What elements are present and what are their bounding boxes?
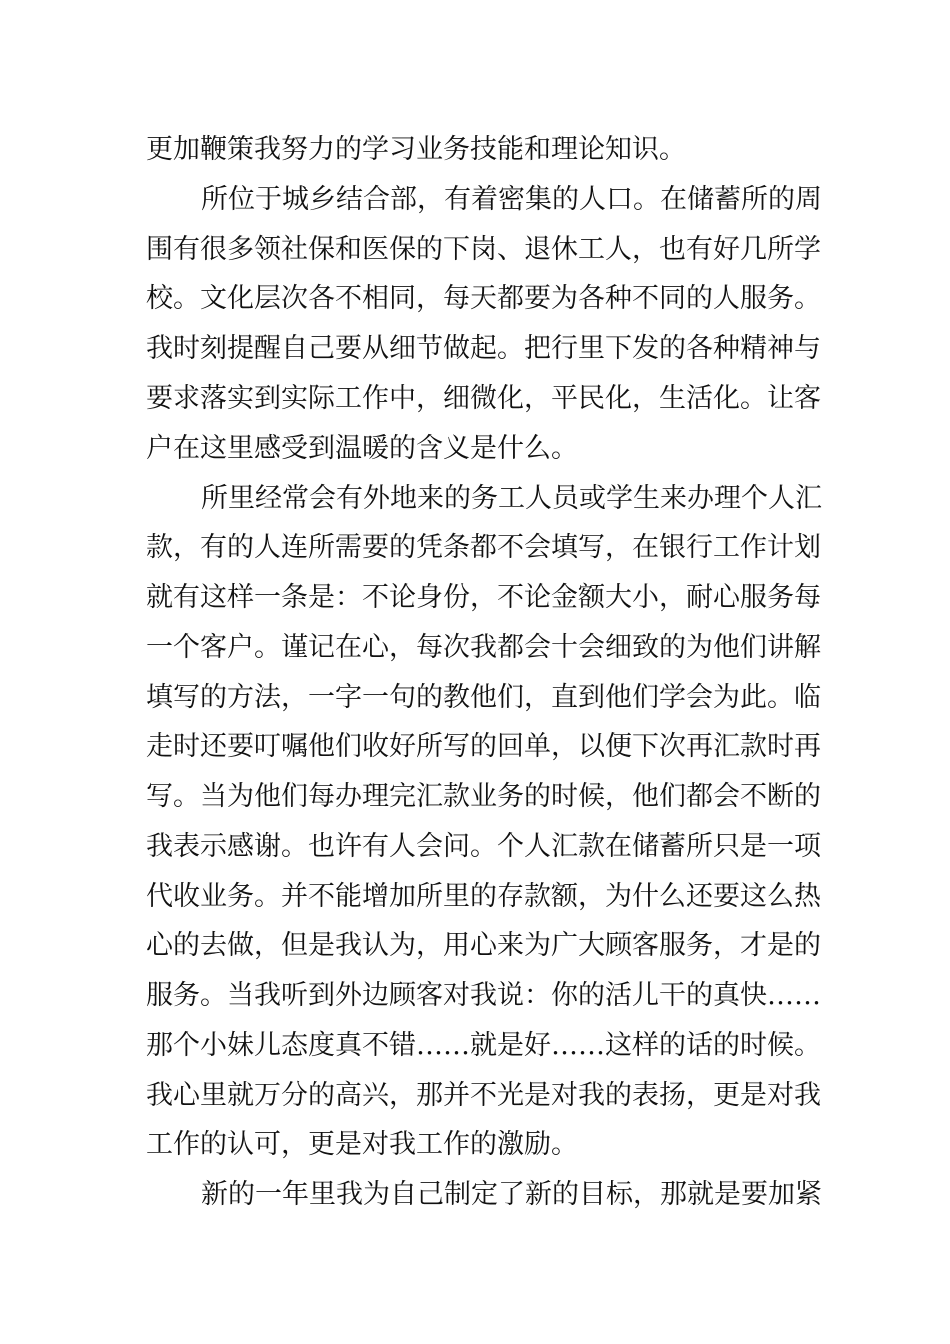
text-line: 工作的认可，更是对我工作的激励。 [146,1129,578,1160]
text-line: 我心里就万分的高兴，那并不光是对我的表扬，更是对我 [146,1080,821,1111]
text-line: 走时还要叮嘱他们收好所写的回单，以便下次再汇款时再 [146,731,821,762]
paragraph-first-line: 所位于城乡结合部，有着密集的人口。在储蓄所的周 [201,184,822,215]
text-line: 围有很多领社保和医保的下岗、退休工人，也有好几所学 [146,234,821,265]
paragraph-first-line: 所里经常会有外地来的务工人员或学生来办理个人汇 [201,483,822,514]
text-line: 服务。当我听到外边顾客对我说：你的活儿干的真快…… [146,980,821,1011]
text-line: 写。当为他们每办理完汇款业务的时候，他们都会不断的 [146,781,821,812]
paragraph-first-line: 新的一年里我为自己制定了新的目标，那就是要加紧 [201,1179,822,1210]
text-line: 填写的方法，一字一句的教他们，直到他们学会为此。临 [146,682,821,713]
text-line: 那个小妹儿态度真不错……就是好……这样的话的时候。 [146,1030,821,1061]
text-line: 户在这里感受到温暖的含义是什么。 [146,433,578,464]
text-line: 心的去做，但是我认为，用心来为广大顾客服务，才是的 [146,930,821,961]
text-line: 就有这样一条是：不论身份，不论金额大小，耐心服务每 [146,582,821,613]
text-line: 款，有的人连所需要的凭条都不会填写，在银行工作计划 [146,532,821,563]
text-line: 代收业务。并不能增加所里的存款额，为什么还要这么热 [146,881,821,912]
text-line: 要求落实到实际工作中，细微化，平民化，生活化。让客 [146,383,821,414]
text-line: 我时刻提醒自己要从细节做起。把行里下发的各种精神与 [146,333,821,364]
text-line: 一个客户。谨记在心，每次我都会十会细致的为他们讲解 [146,632,821,663]
text-line: 我表示感谢。也许有人会问。个人汇款在储蓄所只是一项 [146,831,821,862]
text-line: 更加鞭策我努力的学习业务技能和理论知识。 [146,134,686,165]
text-line: 校。文化层次各不相同，每天都要为各种不同的人服务。 [146,283,821,314]
